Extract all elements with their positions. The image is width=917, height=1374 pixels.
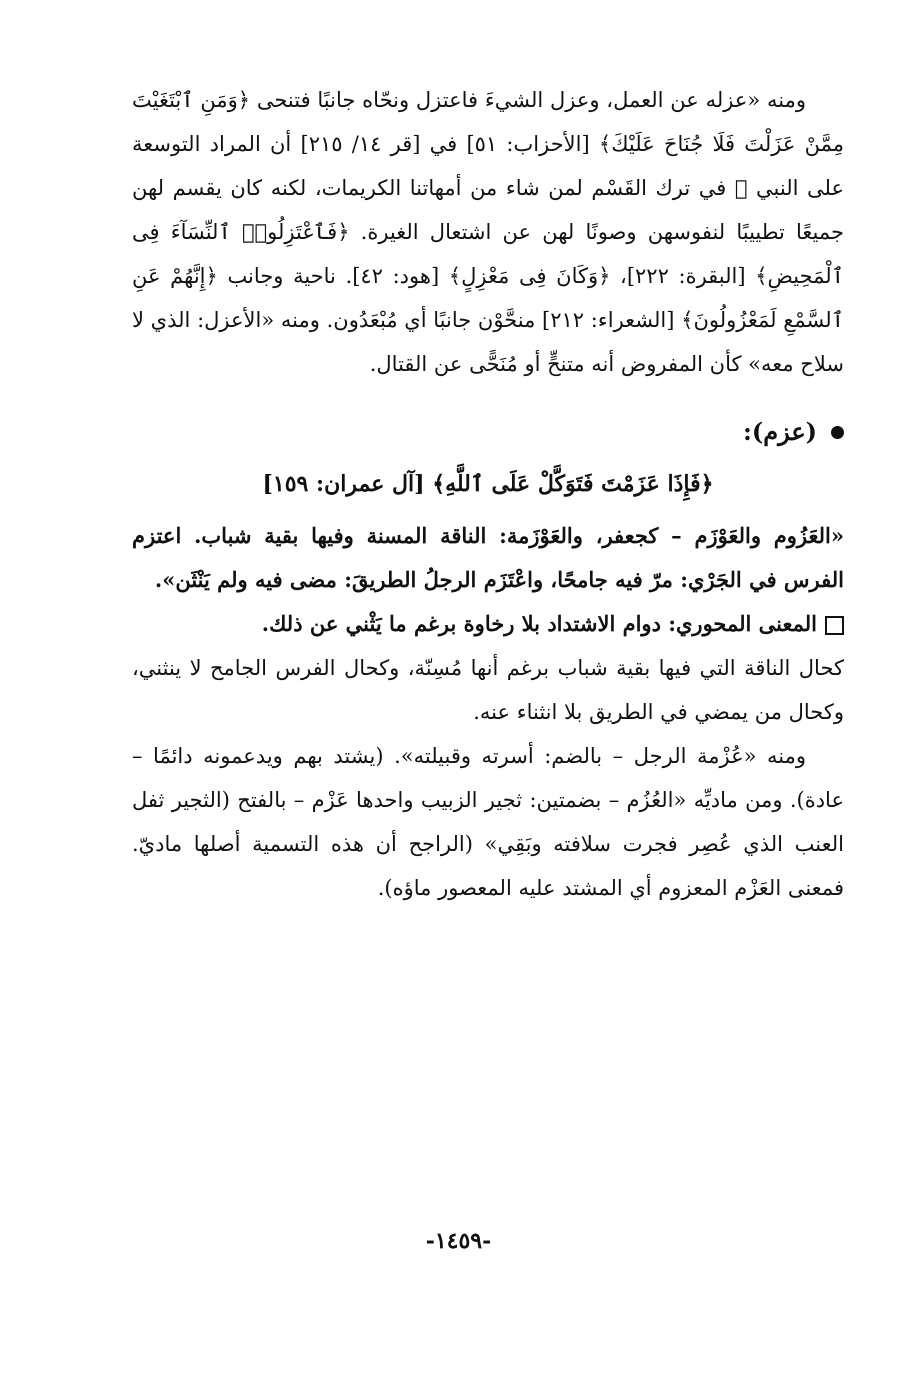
- explanation-paragraph: كحال الناقة التي فيها بقية شباب برغم أنها مُسِنّة، وكحال الفرس الجامح لا ينثني، وكحال من يمضي في الطريق بلا انثناء عنه.: [132, 656, 844, 724]
- definition-paragraph: «العَزُوم والعَوْزَم – كجعفر، والعَوْزَمة: الناقة المسنة وفيها بقية شباب. اعتزم الفرس في الجَرْي: مرّ فيه جامحًا، واعْتَزَم الرجلُ الطريقَ: مضى فيه ولم يَنْثَن».: [132, 523, 844, 592]
- core-meaning-text: المعنى المحوري: دوام الاشتداد بلا رخاوة برغم ما يَثْني عن ذلك.: [261, 611, 817, 636]
- quran-verse: ﴿فَإِذَا عَزَمْتَ فَتَوَكَّلْ عَلَى ٱللَّهِ﴾ [آل عمران: ١٥٩]: [262, 471, 714, 497]
- section-heading-text: (عزم):: [743, 417, 817, 446]
- core-meaning-paragraph: [132, 602, 844, 646]
- page-number: -١٤٥٩-: [425, 1228, 492, 1254]
- square-bullet-icon: [825, 616, 844, 635]
- page-body: [132, 78, 844, 910]
- closing-paragraph: ومنه «عُزْمة الرجل – بالضم: أسرته وقبيلته». (يشتد بهم ويدعمونه دائمًا – عادة). ومن ماديِّه «العُزُم – بضمتين: ثجير الزبيب واحدها عَزْم – بالفتح (الثجير ثفل العنب الذي عُصِر فجرت سلافته وبَقِي» (الراجح أن هذه التسمية أصلها ماديّ. فمعنى العَزْم المعزوم أي المشتد عليه المعصور ماؤه).: [132, 744, 844, 900]
- section-heading: [132, 412, 844, 452]
- paragraph-azl: ومنه «عزله عن العمل، وعزل الشيءَ فاعتزل ونحّاه جانبًا فتنحى ﴿وَمَنِ ٱبْتَغَيْتَ مِمَّنْ عَزَلْتَ فَلَا جُنَاحَ عَلَيْكَ﴾ [الأحزاب: ٥١] في [قر ١٤/ ٢١٥] أن المراد التوسعة على النبي ﷺ في ترك القَسْم لمن شاء من أمهاتنا الكريمات، لكنه كان يقسم لهن جميعًا تطييبًا لنفوسهن وصونًا لهن عن اشتعال الغيرة. ﴿فَٱعْتَزِلُوا۟ ٱلنِّسَآءَ فِى ٱلْمَحِيضِ﴾ [البقرة: ٢٢٢]، ﴿وَكَانَ فِى مَعْزِلٍ﴾ [هود: ٤٢]. ناحية وجانب ﴿إِنَّهُمْ عَنِ ٱلسَّمْعِ لَمَعْزُولُونَ﴾ [الشعراء: ٢١٢] منحَّوْن جانبًا أي مُبْعَدُون. ومنه «الأعزل: الذي لا سلاح معه» كأن المفروض أنه متنحٍّ أو مُنَحًّى عن القتال.: [132, 88, 844, 376]
- bullet-icon: [831, 426, 844, 439]
